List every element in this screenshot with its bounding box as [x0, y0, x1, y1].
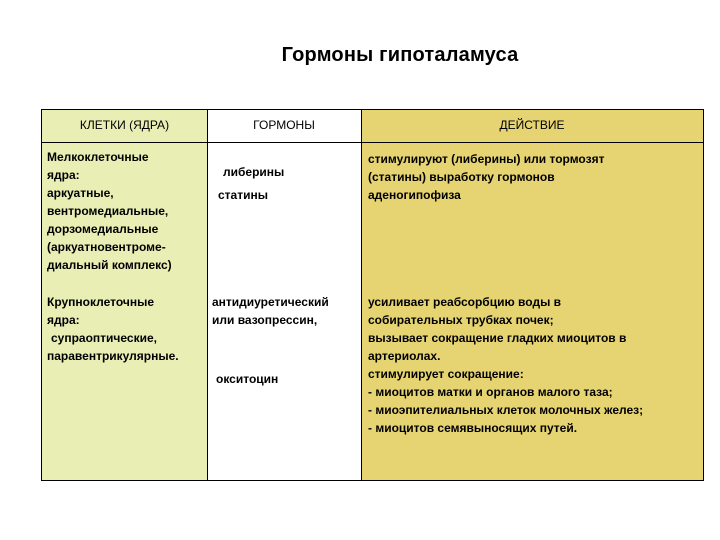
row1-hormone-statins: статины: [218, 188, 268, 202]
text-line: собирательных трубках почек;: [368, 313, 554, 327]
text-line: Крупноклеточные: [47, 295, 155, 309]
header-hormones: ГОРМОНЫ: [253, 118, 315, 132]
header-divider: [42, 142, 703, 143]
text-line: Мелкоклеточные: [47, 150, 149, 164]
text-line: супраоптические,: [51, 331, 157, 345]
text-line: аденогипофиза: [368, 188, 461, 202]
text-line: аркуатные,: [47, 186, 114, 200]
text-line: стимулируют (либерины) или тормозят: [368, 152, 605, 166]
text-line: вентромедиальные,: [47, 204, 169, 218]
text-line: (аркуатновентроме-: [47, 240, 166, 254]
text-line: ядра:: [47, 168, 80, 182]
text-line: паравентрикулярные.: [47, 349, 179, 363]
row2-hormone-adh: [212, 293, 360, 329]
text-line: - миоцитов семявыносящих путей.: [368, 421, 578, 435]
header-cells: КЛЕТКИ (ЯДРА): [79, 118, 170, 132]
text-line: вызывает сокращение гладких миоцитов в: [368, 331, 627, 345]
row1-hormone-liberins: либерины: [223, 165, 285, 179]
row1-action: [368, 150, 701, 204]
text-line: дорзомедиальные: [47, 222, 159, 236]
row2-hormone-oxytocin: окситоцин: [216, 372, 279, 386]
text-line: - миоэпителиальных клеток молочных желез;: [368, 403, 644, 417]
header-action: ДЕЙСТВИЕ: [499, 118, 565, 132]
page-title: Гормоны гипоталамуса: [281, 44, 519, 66]
text-line: усиливает реабсорбцию воды в: [368, 295, 562, 309]
text-line: стимулирует сокращение:: [368, 367, 524, 381]
text-line: ядра:: [47, 313, 80, 327]
text-line: (статины) выработку гормонов: [368, 170, 555, 184]
hormones-table: [41, 109, 704, 481]
column-divider-2: [361, 110, 362, 480]
text-line: - миоцитов матки и органов малого таза;: [368, 385, 613, 399]
text-line: антидиуретический: [212, 295, 329, 309]
row1-cells: [47, 148, 205, 274]
text-line: диальный комплекс): [47, 258, 172, 272]
row2-cells: [47, 293, 222, 365]
row2-action: [368, 293, 701, 437]
text-line: или вазопрессин,: [212, 313, 318, 327]
text-line: артериолах.: [368, 349, 441, 363]
